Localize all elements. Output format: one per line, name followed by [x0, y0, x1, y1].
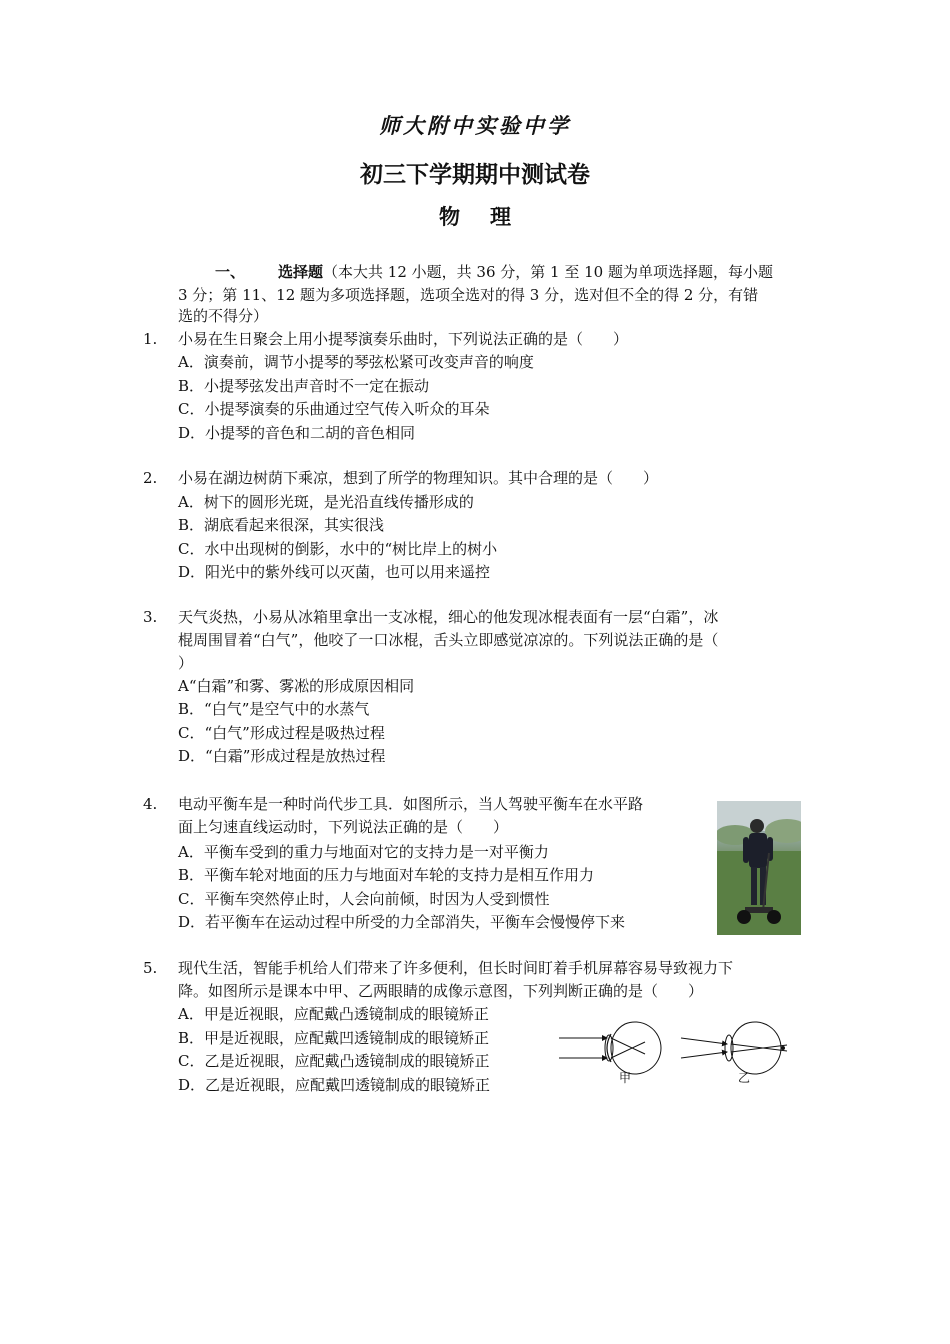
question-5-option-c: C．乙是近视眼，应配戴凸透镜制成的眼镜矫正	[178, 1052, 490, 1070]
rider-illustration	[717, 801, 801, 935]
section-name: 选择题	[278, 263, 324, 281]
question-1-option-a: A．演奏前，调节小提琴的琴弦松紧可改变声音的响度	[178, 353, 534, 371]
question-4-stem-line1: 电动平衡车是一种时尚代步工具．如图所示，当人驾驶平衡车在水平路	[178, 795, 644, 813]
question-1-stem: 小易在生日聚会上用小提琴演奏乐曲时，下列说法正确的是（ ）	[178, 330, 629, 348]
question-2-option-a: A．树下的圆形光斑，是光沿直线传播形成的	[178, 493, 474, 511]
question-2-stem: 小易在湖边树荫下乘凉，想到了所学的物理知识。其中合理的是（ ）	[178, 469, 659, 487]
question-3-stem-line1: 天气炎热，小易从冰箱里拿出一支冰棍，细心的他发现冰棍表面有一层“白霜”，冰	[178, 608, 719, 626]
question-4-option-b: B．平衡车轮对地面的压力与地面对车轮的支持力是相互作用力	[178, 866, 595, 884]
balance-scooter-photo	[717, 801, 801, 935]
question-3-stem-line3: ）	[178, 654, 194, 672]
question-4-stem-line2: 面上匀速直线运动时，下列说法正确的是（ ）	[178, 818, 509, 836]
question-2-option-c: C．水中出现树的倒影，水中的“树比岸上的树小	[178, 540, 498, 558]
question-4-option-d: D．若平衡车在运动过程中所受的力全部消失，平衡车会慢慢停下来	[178, 913, 626, 931]
eye-jia-label: 甲	[619, 1071, 632, 1085]
eye-yi-diagram	[681, 1022, 787, 1074]
section-desc-line2: 3 分；第 11、12 题为多项选择题，选项全选对的得 3 分，选对但不全的得 2 分，有错	[178, 286, 759, 304]
question-3-stem-line2: 棍周围冒着“白气”，他咬了一口冰棍，舌头立即感觉凉凉的。下列说法正确的是（	[178, 631, 719, 649]
eye-yi-label: 乙	[738, 1071, 751, 1085]
question-1-option-b: B．小提琴弦发出声音时不一定在振动	[178, 377, 430, 395]
question-1-option-c: C．小提琴演奏的乐曲通过空气传入听众的耳朵	[178, 400, 490, 418]
question-4-option-c: C．平衡车突然停止时，人会向前倾，时因为人受到惯性	[178, 890, 550, 908]
exam-title: 初三下学期期中测试卷	[360, 161, 590, 188]
eye-imaging-diagram	[555, 1020, 795, 1095]
question-3-option-d: D．“白霜”形成过程是放热过程	[178, 747, 386, 765]
question-2-number: 2.	[143, 469, 158, 487]
question-1-option-d: D．小提琴的音色和二胡的音色相同	[178, 424, 416, 442]
eye-jia-diagram	[559, 1022, 661, 1074]
question-3-option-b: B．“白气”是空气中的水蒸气	[178, 700, 370, 718]
section-desc-line1: （本大共 12 小题，共 36 分，第 1 至 10 题为单项选择题，每小题	[323, 263, 773, 281]
question-5-option-a: A．甲是近视眼，应配戴凸透镜制成的眼镜矫正	[178, 1005, 489, 1023]
question-2-option-d: D．阳光中的紫外线可以灭菌，也可以用来遥控	[178, 563, 491, 581]
subject-title: 物理	[439, 204, 541, 229]
question-3-option-c: C．“白气”形成过程是吸热过程	[178, 724, 385, 742]
question-3-option-a: A“白霜”和雾、雾凇的形成原因相同	[178, 677, 415, 695]
question-2-option-b: B．湖底看起来很深，其实很浅	[178, 516, 385, 534]
question-5-stem-line2: 降。如图所示是课本中甲、乙两眼睛的成像示意图，下列判断正确的是（ ）	[178, 982, 704, 1000]
section-number: 一、	[215, 263, 246, 281]
question-4-number: 4.	[143, 795, 158, 813]
question-5-option-d: D．乙是近视眼，应配戴凹透镜制成的眼镜矫正	[178, 1076, 491, 1094]
question-4-option-a: A．平衡车受到的重力与地面对它的支持力是一对平衡力	[178, 843, 549, 861]
school-name: 师大附中实验中学	[379, 113, 571, 138]
section-heading	[278, 262, 773, 282]
section-desc-line3: 选的不得分）	[178, 307, 269, 325]
question-1-number: 1.	[143, 330, 158, 348]
question-3-number: 3.	[143, 608, 158, 626]
question-5-stem-line1: 现代生活，智能手机给人们带来了许多便利，但长时间盯着手机屏幕容易导致视力下	[178, 959, 734, 977]
question-5-number: 5.	[143, 959, 158, 977]
question-5-option-b: B．甲是近视眼，应配戴凹透镜制成的眼镜矫正	[178, 1029, 490, 1047]
